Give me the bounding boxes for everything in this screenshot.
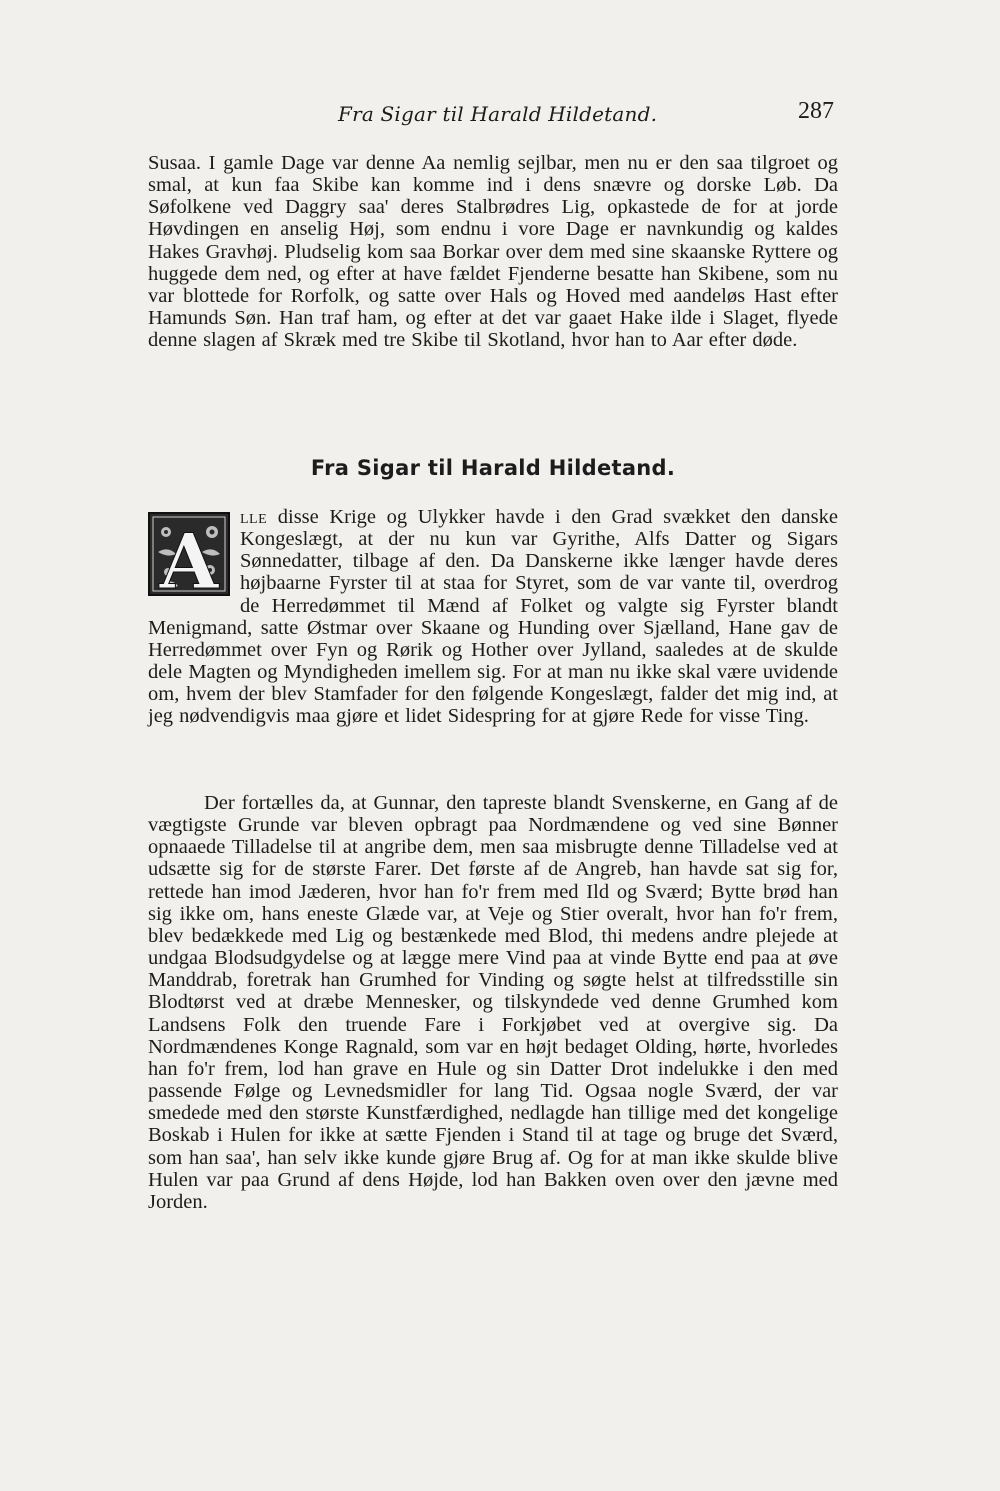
- paragraph-3: Der fortælles da, at Gunnar, den tapreste blandt Svenskerne, en Gang af de vægtigste Grunde var bleven opbragt paa Nordmændene og ved sine Bønner opnaaede Tilladelse til at angribe dem, men saa misbrugte denne Tilladelse ved at udsætte sig for de største Farer. Det første af de Angreb, han havde sat sig for, rettede han imod Jæderen, hvor han fo'r frem med Ild og Sværd; Bytte brød han sig ikke om, hans eneste Glæde var, at Veje og Stier overalt, hvor han fo'r frem, blev bedækkede med Lig og bestænkede med Blod, thi medens andre plejede at undgaa Blodsudgydelse og at lægge mere Vind paa at vinde Bytte end paa at øve Manddrab, foretrak han Grumhed for Vinding og søgte helst at tilfredsstille sin Blodtørst ved at dræbe Mennesker, og tilskyndede ved denne Grumhed kom Landsens Folk den truende Fare i Forkjøbet ved at overgive sig. Da Nordmændenes Konge Ragnald, som var en højt bedaget Olding, hørte, hvorledes han fo'r frem, lod han grave en Hule og sin Datter Drot indelukke i den med passende Følge og Levnedsmidler for lang Tid. Ogsaa nogle Sværd, der var smedede med den største Kunstfærdighed, nedlagde han tillige med det kongelige Boskab i Hulen for ikke at sætte Fjenden i Stand til at tage og bruge det Sværd, som han saa', han selv ikke kunde gjøre Brug af. Og for at man ikke skulde blive Hulen var paa Grund af dens Højde, lod han Bakken oven over den jævne med Jorden.: [148, 792, 838, 1213]
- page-number: 287: [798, 98, 834, 124]
- paragraph-1: Susaa. I gamle Dage var denne Aa nemlig sejlbar, men nu er den saa tilgroet og smal, at kun faa Skibe kan komme ind i dens snævre og dorske Løb. Da Søfolkene ved Daggry saa' deres Stalbrødres Lig, opkastede de for at jorde Høvdingen en anselig Høj, som endnu i vore Dage er navnkundig og kaldes Hakes Gravhøj. Pludselig kom saa Borkar over dem med sine skaanske Ryttere og huggede dem ned, og efter at have fældet Fjenderne besatte han Skibene, som nu var blottede for Rorfolk, og satte over Hals og Hoved med aandeløs Hast efter Hamunds Søn. Han traf ham, og efter at det var gaaet Hake ilde i Slaget, flyede denne slagen af Skræk med tre Skibe til Skotland, hvor han to Aar efter døde.: [148, 152, 838, 352]
- running-title: Fra Sigar til Harald Hildetand.: [338, 102, 658, 126]
- decorated-initial: [148, 512, 230, 596]
- section-title: Fra Sigar til Harald Hildetand.: [310, 456, 676, 480]
- running-head: [148, 98, 838, 134]
- opening-smallcaps: lle: [240, 506, 268, 528]
- ornament-initial-icon: [148, 512, 230, 596]
- paragraph-2-text: disse Krige og Ulykker havde i den Grad svækket den danske Kongeslægt, at der nu kun var Gyrithe, Alfs Datter og Sigars Sønnedatter, tilbage af den. Da Danskerne ikke længer havde deres højbaarne Fyrster til at staa for Styret, som de var vante til, overdrog de Herredømmet til Mænd af Folket og valgte sig Fyrster blandt Menigmand, satte Østmar over Skaane og Hunding over Sjælland, Hane gav de Herredømmet over Fyn og Rørik og Hother over Jylland, saaledes at de skulde dele Magten og Myndigheden imellem sig. For at man nu ikke skal være uvidende om, hvem der blev Stamfader for den følgende Kongeslægt, falder det mig ind, at jeg nødvendigvis maa gjøre et lidet Sidespring for at gjøre Rede for visse Ting.: [148, 506, 838, 728]
- initial-letter: A: [159, 517, 219, 596]
- paragraph-2: [148, 506, 838, 728]
